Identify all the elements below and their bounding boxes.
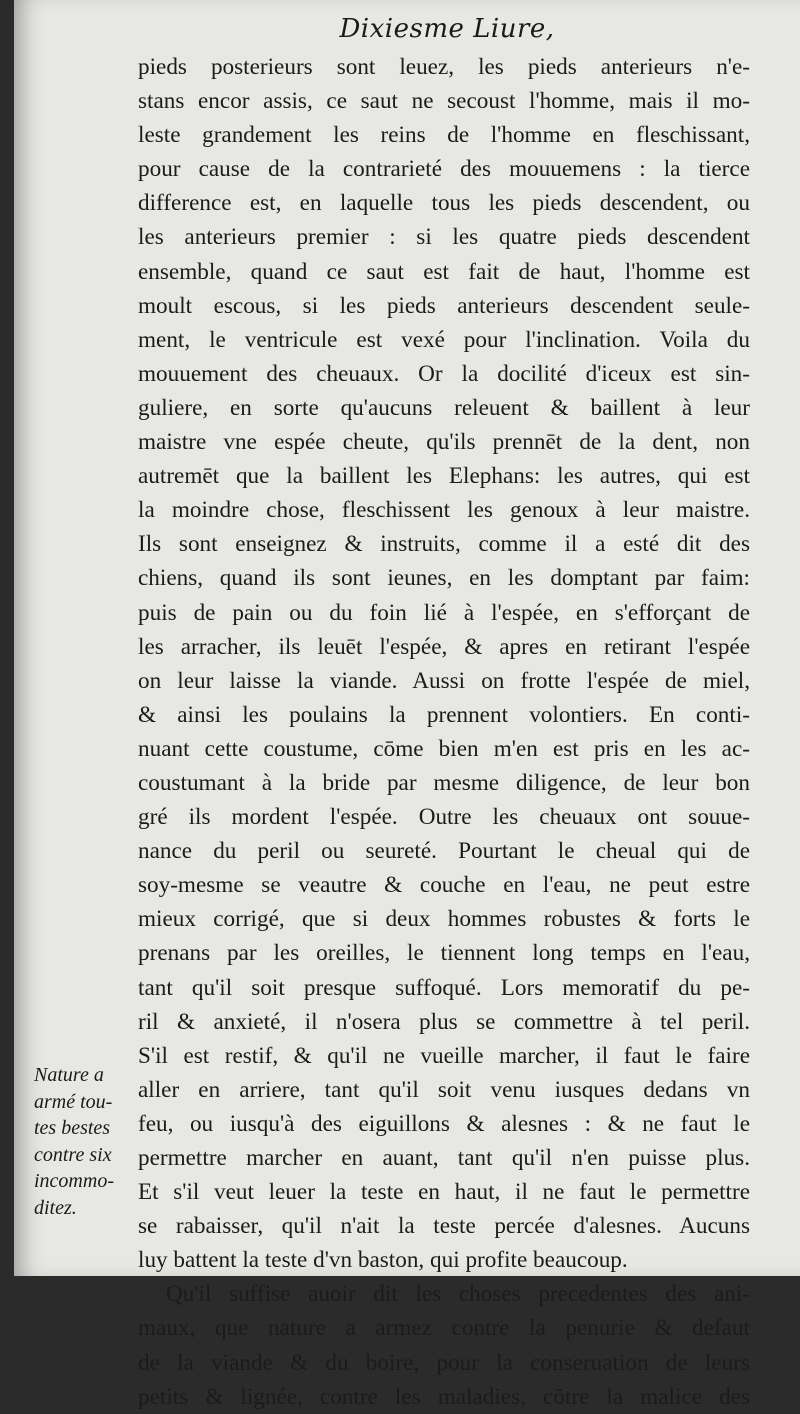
text-line: moult escous, si les pieds anterieurs descendent seule- bbox=[138, 292, 750, 319]
text-line: difference est, en laquelle tous les pieds descendent, ou bbox=[138, 190, 750, 217]
text-line: Qu'il suffise auoir dit les choses precedentes des ani- bbox=[166, 1281, 750, 1308]
text-line: nance du peril ou seureté. Pourtant le cheual qui de bbox=[138, 838, 750, 865]
margin-note bbox=[34, 1062, 146, 1221]
text-line: ment, le ventricule est vexé pour l'inclination. Voila du bbox=[138, 326, 750, 353]
text-line: leste grandement les reins de l'homme en fleschissant, bbox=[138, 122, 750, 149]
margin-note-line: armé tou- bbox=[34, 1090, 113, 1113]
text-line: guliere, en sorte qu'aucuns releuent & baillent à leur bbox=[138, 394, 750, 421]
text-line: & ainsi les poulains la prennent volontiers. En conti- bbox=[138, 701, 750, 728]
text-line: gré ils mordent l'espée. Outre les cheuaux ont souue- bbox=[138, 804, 750, 831]
text-line: autremēt que la baillent les Elephans: les autres, qui est bbox=[138, 463, 750, 490]
text-line: mouuement des cheuaux. Or la docilité d'iceux est sin- bbox=[138, 360, 750, 387]
margin-note-line: ditez. bbox=[34, 1196, 77, 1219]
text-line: prenans par les oreilles, le tiennent long temps en l'eau, bbox=[138, 940, 750, 967]
text-line: coustumant à la bride par mesme diligence, de leur bon bbox=[138, 769, 750, 796]
text-line: nuant cette coustume, cōme bien m'en est pris en les ac- bbox=[138, 735, 750, 762]
text-line: pieds posterieurs sont leuez, les pieds anterieurs n'e- bbox=[138, 54, 750, 80]
text-line: soy-mesme se veautre & couche en l'eau, ne peut estre bbox=[138, 872, 750, 899]
text-line: stans encor assis, ce saut ne secoust l'homme, mais il mo- bbox=[138, 88, 750, 115]
running-title: Dixiesme Liure, bbox=[339, 14, 555, 44]
text-line: Ils sont enseignez & instruits, comme il a esté dit des bbox=[138, 531, 750, 558]
text-line: pour cause de la contrarieté des mouuemens : la tierce bbox=[138, 156, 750, 183]
main-text-block bbox=[138, 50, 750, 1414]
text-line: puis de pain ou du foin lié à l'espée, en s'efforçant de bbox=[138, 599, 750, 626]
running-head bbox=[14, 14, 800, 44]
text-line: luy battent la teste d'vn baston, qui profite beaucoup. bbox=[138, 1247, 628, 1274]
text-line: maux, que nature a armez contre la penurie & defaut bbox=[138, 1315, 750, 1342]
text-line: on leur laisse la viande. Aussi on frotte l'espée de miel, bbox=[138, 667, 750, 694]
text-line: ril & anxieté, il n'osera plus se commettre à tel peril. bbox=[138, 1008, 750, 1035]
margin-note-line: Nature a bbox=[34, 1064, 104, 1086]
margin-note-line: incommo- bbox=[34, 1170, 114, 1192]
text-line: la moindre chose, fleschissent les genoux à leur maistre. bbox=[138, 497, 750, 524]
text-line: Et s'il veut leuer la teste en haut, il ne faut le permettre bbox=[138, 1179, 750, 1206]
text-line: S'il est restif, & qu'il ne vueille marcher, il faut le faire bbox=[138, 1042, 750, 1069]
text-line: maistre vne espée cheute, qu'ils prennēt de la dent, non bbox=[138, 429, 750, 456]
text-line: de la viande & du boire, pour la conseruation de leurs bbox=[138, 1349, 750, 1376]
text-line: tant qu'il soit presque suffoqué. Lors memoratif du pe- bbox=[138, 974, 750, 1001]
text-line: se rabaisser, qu'il n'ait la teste percée d'alesnes. Aucuns bbox=[138, 1213, 750, 1240]
text-line: permettre marcher en auant, tant qu'il n'en puisse plus. bbox=[138, 1145, 750, 1171]
text-line: chiens, quand ils sont ieunes, en les domptant par faim: bbox=[138, 565, 750, 592]
text-line: aller en arriere, tant qu'il soit venu iusques dedans vn bbox=[138, 1076, 750, 1103]
text-line: petits & lignée, contre les maladies, cōtre la malice des bbox=[138, 1383, 750, 1410]
text-line: mieux corrigé, que si deux hommes robustes & forts le bbox=[138, 906, 750, 933]
book-page bbox=[14, 0, 800, 1410]
text-line: les arracher, ils leuēt l'espée, & apres en retirant l'espée bbox=[138, 633, 750, 660]
text-line: ensemble, quand ce saut est fait de haut, l'homme est bbox=[138, 258, 750, 285]
margin-note-line: contre six bbox=[34, 1143, 112, 1166]
text-line: les anterieurs premier : si les quatre pieds descendent bbox=[138, 224, 750, 251]
text-line: feu, ou iusqu'à des eiguillons & alesnes : & ne faut le bbox=[138, 1110, 750, 1137]
margin-note-line: tes bestes bbox=[34, 1117, 111, 1139]
